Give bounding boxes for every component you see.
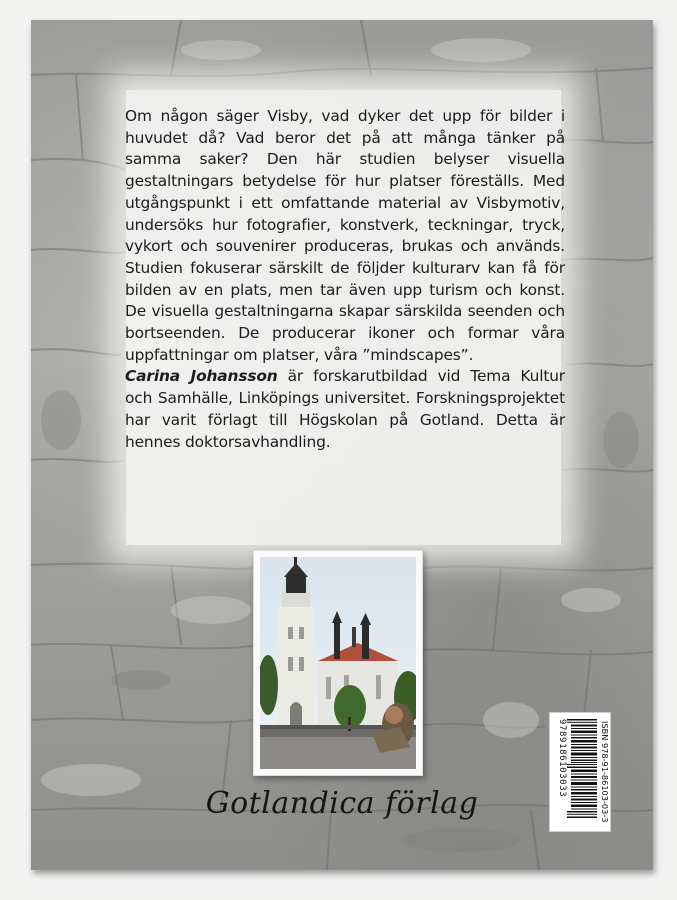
blurb-paragraph-summary: Om någon säger Visby, vad dyker det upp för bilder i huvudet då? Vad beror det på att många tänker på samma saker? Den här studien belyser visuella gestaltningars betydelse för hur platser föreställs. Med utgångspunkt i ett omfattande material av Visbymotiv, undersöks hur fotografier, konstverk, teckningar, tryck, vykort och souvenirer produceras, brukas och används. Studien fokuserar särskilt de följder kulturarv kan få för bilden av en plats, men tar även upp turism och konst. De visuella gestaltningarna skapar särskilda seenden och bortseenden. De producerar ikoner och formar våra uppfattningar om platser, våra ”mindscapes”. <box>125 107 565 364</box>
isbn-text: ISBN 978-91-86103-03-3 <box>600 721 610 823</box>
isbn-barcode <box>549 712 611 832</box>
author-name: Carina Johansson <box>125 367 278 386</box>
author-bio: är forskarutbildad vid Tema Kultur och Samhälle, Linköpings universitet. Forskningsprojektet har varit förlagt till Högskolan på Gotland. Detta är hennes doktorsavhandling. <box>125 367 565 451</box>
book-back-cover <box>31 20 653 870</box>
back-cover-blurb <box>125 106 565 453</box>
blurb-paragraph-author <box>125 366 565 453</box>
cathedral-photo-frame <box>253 550 423 776</box>
barcode-digits: 9789186103033 <box>557 719 567 798</box>
visby-cathedral-photo <box>260 557 416 769</box>
barcode-bars <box>567 719 597 818</box>
publisher-logo: Gotlandica förlag <box>205 786 479 821</box>
